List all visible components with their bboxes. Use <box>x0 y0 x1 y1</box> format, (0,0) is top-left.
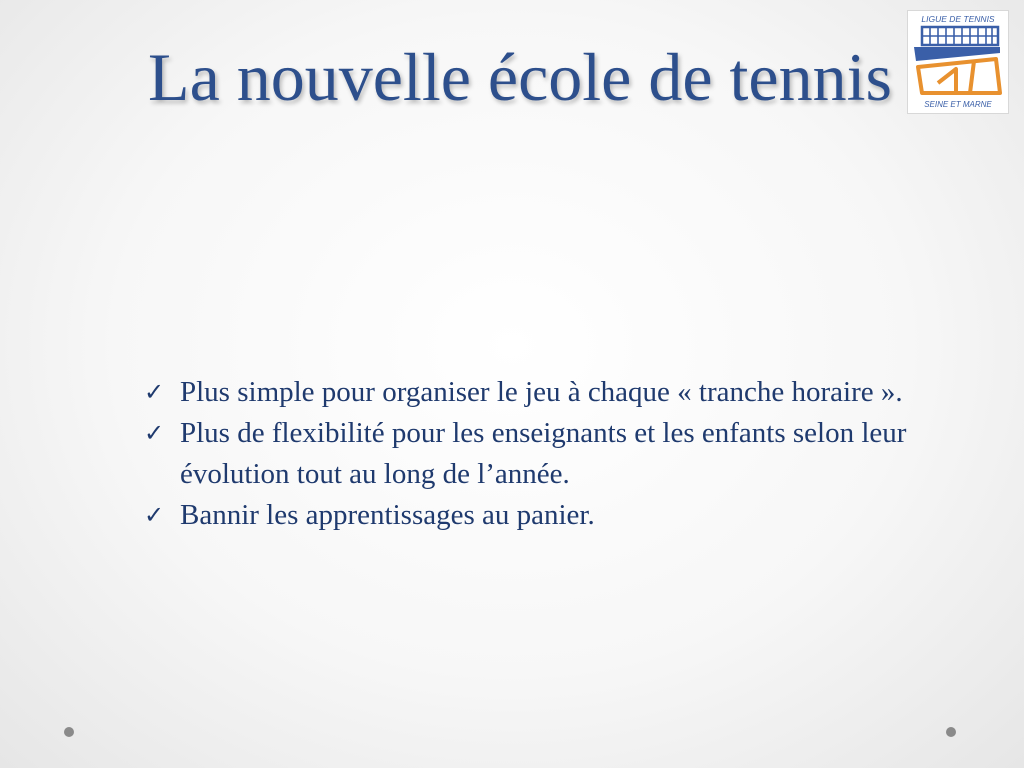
bullet-text: Plus simple pour organiser le jeu à chaque « tranche horaire ». <box>180 376 903 408</box>
logo-top-text: LIGUE DE TENNIS <box>921 14 995 24</box>
logo-bottom-text: SEINE ET MARNE <box>924 100 992 109</box>
check-icon: ✓ <box>144 378 165 406</box>
league-logo <box>907 10 1009 114</box>
decorative-dot-right <box>946 727 956 737</box>
bullet-text: Bannir les apprentissages au panier. <box>180 499 595 531</box>
bullet-item <box>140 495 980 536</box>
check-icon: ✓ <box>144 501 165 529</box>
bullet-item <box>140 372 980 413</box>
bullet-list <box>140 372 980 536</box>
check-icon: ✓ <box>144 419 165 447</box>
league-logo-graphic <box>908 11 1008 113</box>
decorative-dot-left <box>64 727 74 737</box>
bullet-item <box>140 413 980 495</box>
slide-title: La nouvelle école de tennis <box>148 39 892 115</box>
bullet-text: Plus de flexibilité pour les enseignants et les enfants selon leur évolution tout au long de l’année. <box>180 417 907 490</box>
